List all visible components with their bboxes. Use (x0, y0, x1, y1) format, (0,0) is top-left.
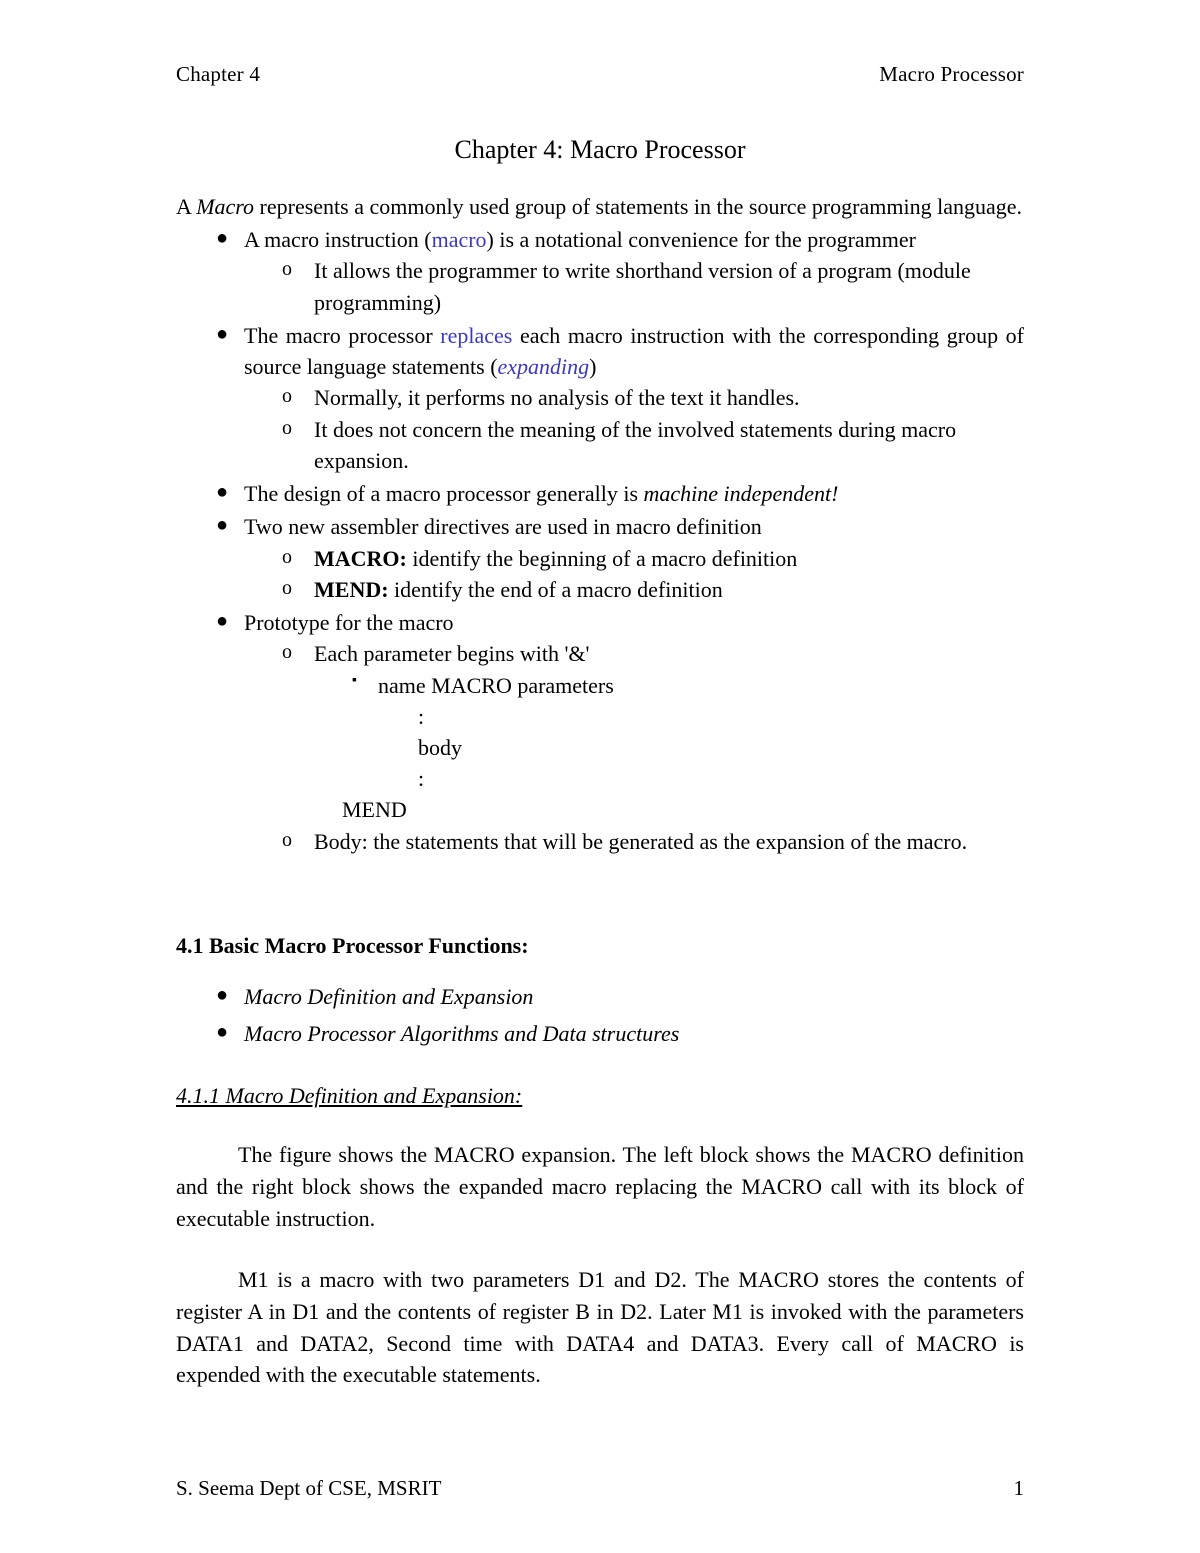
bullet-circle-icon: o (282, 828, 292, 851)
bullet-4-sublist (244, 543, 1024, 605)
paragraph-2: M1 is a macro with two parameters D1 and D2. The MACRO stores the contents of register A in D1 and the contents of register B in D2. Later M1 is invoked with the parameters DATA1 and DATA2, Second time with DATA4 and DATA3. Every call of MACRO is expended with the executable statements. (176, 1267, 1024, 1388)
proto-body: body (418, 734, 462, 760)
bullet-1-highlight: macro (431, 227, 487, 253)
bullet-4-text: Two new assembler directives are used in macro definition (244, 514, 762, 540)
bullet-2-sublist (244, 382, 1024, 476)
mend-directive-text: identify the end of a macro definition (388, 576, 723, 602)
bullet-1-sublist (244, 255, 1024, 317)
list-item (314, 670, 1024, 701)
bullet-5-text: Prototype for the macro (244, 610, 454, 636)
bullet-2-sub-2: It does not concern the meaning of the involved statements during macro expansion. (314, 416, 957, 473)
mend-directive-label: MEND: (314, 576, 389, 602)
bullet-2-after: ) (589, 354, 597, 380)
list-item (176, 320, 1024, 476)
page-footer (176, 1476, 1024, 1501)
proto-mend: MEND (342, 797, 407, 823)
list-item (176, 478, 1024, 509)
bullet-disc-icon: ● (216, 983, 229, 1006)
intro-paragraph (176, 191, 1024, 222)
list-item (244, 382, 1024, 413)
page-title: Chapter 4: Macro Processor (454, 135, 746, 164)
bullet-square-icon: ▪ (352, 672, 357, 688)
header-right: Macro Processor (879, 62, 1024, 86)
header-left: Chapter 4 (176, 62, 261, 86)
main-bullet-list (176, 224, 1024, 857)
bullet-disc-icon: ● (216, 514, 229, 537)
bullet-5-sublist (244, 638, 1024, 857)
bullet-1-after: ) is a notational convenience for the programmer (486, 227, 916, 253)
bullet-1-text (244, 224, 1024, 255)
bullet-circle-icon: o (282, 576, 292, 599)
bullet-3-before: The design of a macro processor generally is (244, 481, 644, 507)
bullet-circle-icon: o (282, 641, 292, 664)
macro-directive-label: MACRO: (314, 545, 407, 571)
bullet-3-emphasis: machine independent! (643, 481, 839, 507)
proto-colon-1: : (418, 703, 425, 729)
paragraph-1: The figure shows the MACRO expansion. The left block shows the MACRO definition and the right block shows the expanded macro replacing the MACRO call with its block of executable instruction. (176, 1142, 1024, 1231)
bullet-5-sub-1: Each parameter begins with '&' (314, 641, 590, 667)
section-item-2: Macro Processor Algorithms and Data structures (244, 1021, 680, 1047)
intro-emphasis: Macro (196, 194, 255, 219)
bullet-disc-icon: ● (216, 481, 229, 504)
page-number: 1 (1013, 1476, 1024, 1500)
proto-signature: name MACRO parameters (378, 672, 614, 698)
list-item (176, 1018, 1024, 1049)
bullet-2-middle: each macro instruction with the corresponding group of source language statements ( (244, 322, 1024, 380)
page-header (176, 62, 1024, 87)
list-item (244, 414, 1024, 476)
bullet-2-highlight2: expanding (497, 354, 590, 380)
list-item (244, 543, 1024, 574)
bullet-4-sub-1 (314, 543, 1024, 574)
list-item (176, 511, 1024, 605)
bullet-1-sub-1: It allows the programmer to write shorthand version of a program (module programming) (314, 258, 971, 315)
intro-prefix: A (176, 194, 197, 219)
bullet-3-text (244, 478, 1024, 509)
list-item (176, 981, 1024, 1012)
bullet-2-before: The macro processor (244, 322, 441, 348)
bullet-2-sub-1: Normally, it performs no analysis of the text it handles. (314, 385, 800, 411)
bullet-disc-icon: ● (216, 322, 229, 345)
footer-left: S. Seema Dept of CSE, MSRIT (176, 1476, 442, 1500)
bullet-circle-icon: o (282, 258, 292, 281)
bullet-disc-icon: ● (216, 610, 229, 633)
bullet-circle-icon: o (282, 416, 292, 439)
list-item (244, 574, 1024, 605)
prototype-block (314, 670, 1024, 701)
bullet-circle-icon: o (282, 385, 292, 408)
list-item (176, 224, 1024, 318)
subsection-heading: 4.1.1 Macro Definition and Expansion: (176, 1083, 523, 1109)
section-bullet-list (176, 981, 1024, 1049)
bullet-4-sub-2 (314, 574, 1024, 605)
bullet-disc-icon: ● (216, 227, 229, 250)
bullet-1-before: A macro instruction ( (244, 227, 432, 253)
bullet-disc-icon: ● (216, 1021, 229, 1044)
section-heading: 4.1 Basic Macro Processor Functions: (176, 932, 529, 958)
section-item-1: Macro Definition and Expansion (244, 983, 534, 1009)
bullet-2-text (244, 320, 1024, 382)
bullet-2-highlight: replaces (440, 322, 513, 348)
list-item (244, 255, 1024, 317)
macro-directive-text: identify the beginning of a macro definition (406, 545, 798, 571)
list-item (244, 638, 1024, 825)
list-item (244, 826, 1024, 857)
bullet-5-sub-2: Body: the statements that will be generated as the expansion of the macro. (314, 828, 968, 854)
intro-rest: represents a commonly used group of statements in the source programming language. (254, 194, 1022, 219)
list-item (176, 607, 1024, 857)
bullet-circle-icon: o (282, 545, 292, 568)
proto-colon-2: : (418, 766, 425, 792)
